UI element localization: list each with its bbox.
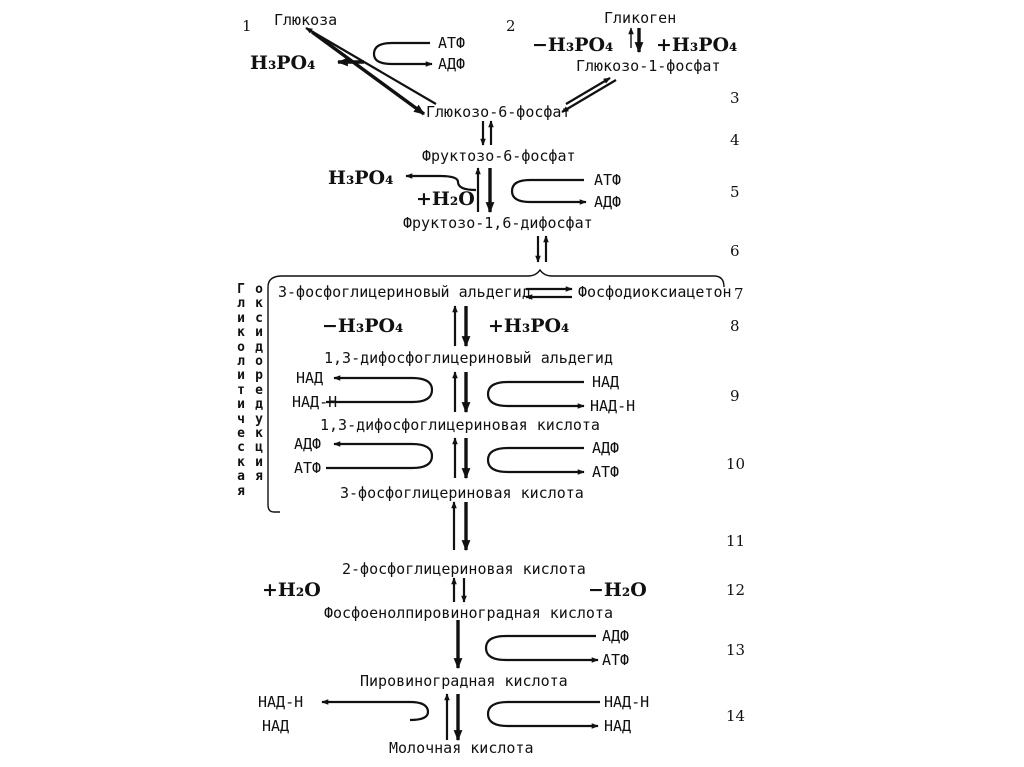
side-label-glycolytic: Г л и к о л и т и ч е с к а я: [237, 282, 245, 499]
compound-pyruvic-acid: Пировиноградная кислота: [360, 672, 568, 690]
step-number-1: 1: [242, 17, 252, 35]
glucose-to-g6p-arrow: [312, 32, 424, 114]
cofactor-nadh-14-right: НАД-Н: [604, 693, 650, 711]
cofactor-adf-1: АДФ: [438, 55, 466, 73]
step-number-3: 3: [730, 89, 740, 107]
compound-fructose-6-phosphate: Фруктозо-6-фосфат: [422, 147, 576, 165]
compound-2-phosphoglyceric-acid: 2-фосфоглицериновая кислота: [342, 560, 586, 578]
cofactor-h3po4-5: H₃PO₄: [328, 167, 394, 189]
cofactor-nad-9-right: НАД: [592, 373, 620, 391]
step-number-6: 6: [730, 242, 740, 260]
step-number-5: 5: [730, 183, 740, 201]
atp-loop-10-right: [488, 448, 584, 472]
step-number-8: 8: [730, 317, 740, 335]
g6p-to-g1p-arrow: [566, 78, 610, 104]
side-label-oxidoreduction: о к с и д о р е д у к ц и я: [255, 282, 263, 485]
cofactor-h2o-5: +H₂O: [416, 188, 475, 210]
cofactor-minus-h3po4-8: −H₃PO₄: [322, 315, 404, 337]
compound-glycogen: Гликоген: [604, 9, 677, 27]
g6p-to-glucose-arrow: [306, 28, 436, 104]
compound-1-3-diphosphoglyceric-acid: 1,3-дифосфоглицериновая кислота: [320, 416, 600, 434]
cofactor-adf-10-right: АДФ: [592, 439, 620, 457]
cofactor-nad-14-left: НАД: [262, 717, 290, 735]
compound-lactic-acid: Молочная кислота: [389, 739, 534, 757]
nad-loop-9-left: [326, 378, 432, 402]
cofactor-nadh-9-left: НАД-Н: [292, 393, 338, 411]
compound-glucose-6-phosphate: Глюкозо-6-фосфат: [426, 103, 571, 121]
cofactor-minus-h2o-12: −H₂O: [588, 579, 647, 601]
step-number-7: 7: [734, 285, 744, 303]
compound-glucose: Глюкоза: [274, 11, 338, 29]
nad-loop-9-right: [488, 382, 584, 406]
cofactor-adf-5: АДФ: [594, 193, 622, 211]
cofactor-h3po4-1: H₃PO₄: [250, 52, 316, 74]
oxidoreduction-bracket: [268, 287, 280, 512]
cofactor-plus-h3po4-2: +H₃PO₄: [656, 34, 738, 56]
cofactor-atf-5: АТФ: [594, 171, 622, 189]
compound-phosphoenolpyruvic-acid: Фосфоенолпировиноградная кислота: [324, 604, 613, 622]
compound-1-3-diphosphoglyceraldehyde: 1,3-дифосфоглицериновый альдегид: [324, 349, 613, 367]
step-number-12: 12: [726, 581, 746, 599]
cofactor-plus-h2o-12: +H₂O: [262, 579, 321, 601]
compound-3-phosphoglyceraldehyde: 3-фосфоглицериновый альдегид: [278, 283, 531, 301]
atp-loop-13: [486, 636, 598, 660]
cofactor-nadh-14-left: НАД-Н: [258, 693, 304, 711]
step-number-10: 10: [726, 455, 746, 473]
atp-loop-5: [512, 180, 586, 202]
cofactor-nadh-9-right: НАД-Н: [590, 397, 636, 415]
step-number-2: 2: [506, 17, 516, 35]
cofactor-minus-h3po4-2: −H₃PO₄: [532, 34, 614, 56]
step-number-4: 4: [730, 131, 740, 149]
atp-loop-10-left: [326, 444, 432, 468]
cofactor-atf-10-left: АТФ: [294, 459, 322, 477]
step-number-13: 13: [726, 641, 746, 659]
cofactor-nad-9-left: НАД: [296, 369, 324, 387]
step-number-14: 14: [726, 707, 746, 725]
compound-phosphodioxyacetone: Фосфодиоксиацетон: [578, 283, 732, 301]
step-number-11: 11: [726, 532, 746, 550]
cofactor-atf-13: АТФ: [602, 651, 630, 669]
cofactor-plus-h3po4-8: +H₃PO₄: [488, 315, 570, 337]
cofactor-atf-1: АТФ: [438, 34, 466, 52]
compound-3-phosphoglyceric-acid: 3-фосфоглицериновая кислота: [340, 484, 584, 502]
cofactor-adf-10-left: АДФ: [294, 435, 322, 453]
cofactor-adf-13: АДФ: [602, 627, 630, 645]
nad-loop-14-right: [488, 702, 600, 726]
compound-fructose-1-6-diphosphate: Фруктозо-1,6-дифосфат: [403, 214, 593, 232]
atp-loop-1: [374, 43, 432, 64]
step-number-9: 9: [730, 387, 740, 405]
cofactor-atf-10-right: АТФ: [592, 463, 620, 481]
cofactor-nad-14-right: НАД: [604, 717, 632, 735]
nad-loop-14-left: [322, 702, 428, 720]
compound-glucose-1-phosphate: Глюкозо-1-фосфат: [576, 57, 721, 75]
